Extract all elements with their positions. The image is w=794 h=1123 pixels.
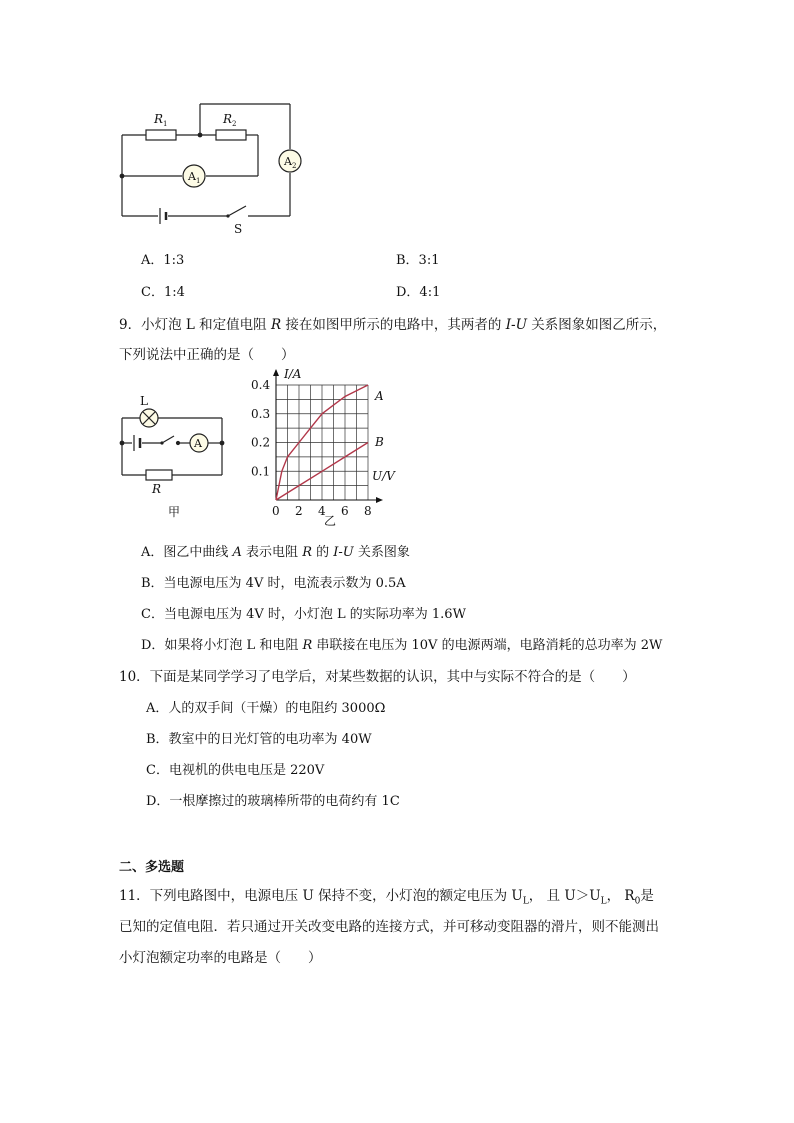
r2-label: R	[223, 112, 233, 126]
opt-part: 的	[311, 545, 334, 560]
opt-part: 关系图象	[353, 545, 410, 560]
r1-sub: 1	[163, 120, 168, 128]
q10-option-a[interactable]: A．人的双手间（干燥）的电阻约 3000Ω	[146, 701, 386, 716]
y-tick-label: 0.1	[251, 464, 271, 479]
chart-ylabel-text: I/A	[284, 367, 302, 381]
q11-line3: 小灯泡额定功率的电路是（ ）	[119, 950, 322, 966]
q10-option-c[interactable]: C．电视机的供电电压是 220V	[146, 763, 325, 778]
y-tick-label: 0.2	[251, 435, 271, 450]
x-tick-label: 6	[341, 504, 349, 518]
q8-option-a[interactable]: A．1:3	[141, 253, 185, 268]
opt-part: R	[302, 638, 313, 653]
q9-option-c[interactable]: C．当电源电压为 4V 时，小灯泡 L 的实际功率为 1.6W	[141, 607, 466, 622]
q9-iu-chart	[248, 368, 408, 528]
q9-stem-line2: 下列说法中正确的是（ ）	[119, 347, 295, 363]
ammeter-a1-sub: 1	[196, 177, 201, 185]
switch-label: S	[234, 222, 243, 236]
opt-part: D．如果将小灯泡 L 和电阻	[141, 638, 303, 653]
q9-option-d[interactable]	[141, 634, 662, 653]
q9-stem-part: R	[270, 317, 282, 333]
fig-jia-caption: 甲	[168, 505, 181, 519]
opt-part: A	[232, 545, 242, 560]
chart-axes	[273, 369, 383, 503]
ammeter-a1-label: A	[188, 170, 196, 183]
q11-part: ， R	[606, 888, 635, 904]
chart-ticks	[251, 378, 372, 518]
q10-option-d[interactable]: D．一根摩擦过的玻璃棒所带的电荷约有 1C	[146, 794, 400, 809]
q9-option-a[interactable]	[141, 541, 410, 560]
q11-sub: L	[522, 896, 529, 907]
curve-a-label: A	[375, 389, 384, 403]
q8-option-c[interactable]: C．1:4	[141, 285, 185, 300]
ammeter-a2-sub: 2	[292, 162, 297, 170]
q8-circuit-diagram	[110, 98, 310, 238]
q9-stem-line1	[119, 313, 666, 333]
ammeter-a2-label: A	[284, 155, 292, 168]
q9-stem-part: 关系图象如图乙所示，	[526, 317, 667, 333]
opt-part: 串联接在电压为 10V 的电源两端，电路消耗的总功率为 2W	[312, 638, 663, 653]
chart-grid	[276, 385, 368, 500]
y-axis-arrow	[273, 369, 279, 376]
q11-part: 是	[640, 888, 654, 904]
q11-line2: 已知的定值电阻．若只通过开关改变电路的连接方式，并可移动变阻器的滑片，则不能测出	[119, 919, 659, 935]
ammeter-a-label: A	[194, 437, 202, 450]
q10-stem: 10．下面是某同学学习了电学后，对某些数据的认识，其中与实际不符合的是（ ）	[119, 669, 636, 685]
curve-b-label: B	[375, 435, 384, 449]
opt-part: 表示电阻	[241, 545, 303, 560]
fig-yi-caption: 乙	[324, 514, 337, 528]
opt-part: R	[302, 545, 312, 560]
x-tick-label: 0	[272, 504, 280, 518]
q9-stem-part: I-U	[505, 317, 527, 333]
x-tick-label: 2	[295, 504, 303, 518]
q9-stem-part: 接在如图甲所示的电路中，其两者的	[281, 317, 506, 333]
chart-ylabel	[283, 367, 302, 381]
q11-sub: L	[600, 896, 607, 907]
q9-option-b[interactable]: B．当电源电压为 4V 时，电流表示数为 0.5A	[141, 576, 406, 591]
q11-part: ， 且 U＞U	[528, 888, 601, 904]
q11-line1	[119, 884, 654, 907]
lamp-label: L	[140, 394, 148, 408]
q9-stem-part: 9．小灯泡 L 和定值电阻	[119, 317, 271, 333]
r1-label: R	[154, 112, 164, 126]
r2-sub: 2	[232, 120, 237, 128]
resistor-r1	[146, 130, 176, 140]
q10-option-b[interactable]: B．教室中的日光灯管的电功率为 40W	[146, 732, 372, 747]
section-title: 二、多选题	[119, 860, 185, 875]
opt-part: I-U	[333, 545, 354, 560]
y-tick-label: 0.4	[251, 378, 271, 392]
resistor-label: R	[152, 482, 162, 496]
q9-circuit-jia	[110, 385, 230, 535]
x-axis-arrow	[376, 497, 383, 503]
chart-xlabel	[372, 469, 396, 483]
y-tick-label: 0.3	[251, 406, 271, 421]
resistor-r2	[216, 130, 246, 140]
x-tick-label: 8	[364, 504, 372, 518]
q8-option-b[interactable]: B．3:1	[396, 253, 440, 268]
resistor-r	[146, 470, 172, 480]
q8-option-d[interactable]: D．4:1	[396, 285, 441, 300]
q11-sub: 0	[634, 896, 641, 907]
x-tick-label: 4	[318, 504, 326, 518]
chart-xlabel-text: U/V	[372, 469, 395, 483]
q11-part: 11．下列电路图中，电源电压 U 保持不变，小灯泡的额定电压为 U	[119, 888, 523, 904]
opt-part: A．图乙中曲线	[141, 545, 233, 560]
